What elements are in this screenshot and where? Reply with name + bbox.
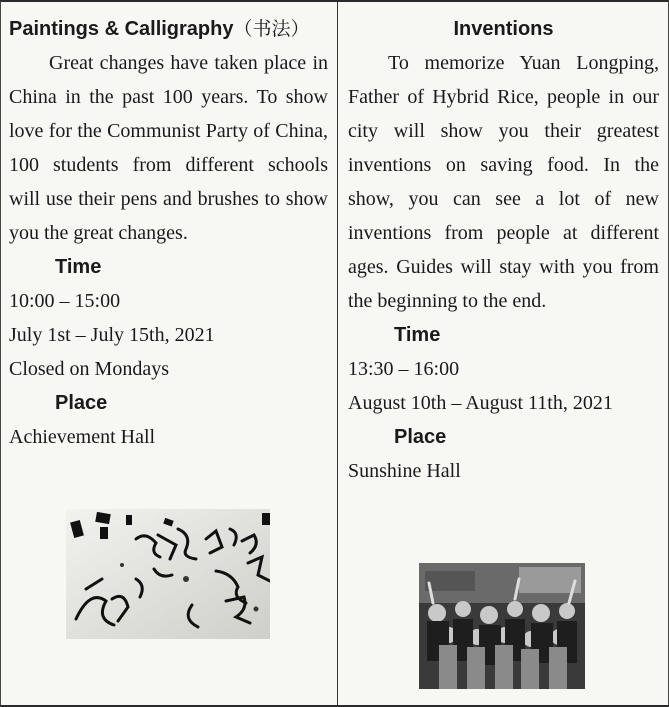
time-hours: 13:30 – 16:00 [348, 358, 460, 380]
paintings-calligraphy-title [9, 12, 328, 46]
inventions-title: Inventions [453, 18, 554, 40]
time-hours: 10:00 – 15:00 [9, 290, 121, 312]
place-label: Place [394, 426, 447, 448]
time-dates: August 10th – August 11th, 2021 [348, 392, 613, 414]
time-dates: July 1st – July 15th, 2021 [9, 324, 215, 346]
title-en: Paintings & Calligraphy [9, 18, 234, 40]
crowd-photo-icon [419, 563, 585, 689]
time-note: Closed on Mondays [9, 358, 169, 380]
calligraphy-photo-icon [66, 509, 270, 639]
inventions-description: To memorize Yuan Longping, Father of Hybrid Rice, people in our city will show you their greatest inventions on saving food. In the show, you can see a lot of new inventions from people at different ages. Guides will stay with you from the beginning to the end. [348, 52, 659, 312]
place-name: Achievement Hall [9, 426, 156, 448]
time-label: Time [394, 324, 441, 346]
place-name: Sunshine Hall [348, 460, 461, 482]
place-label: Place [55, 392, 108, 414]
title-cn: （书法） [233, 18, 310, 40]
time-label: Time [55, 256, 102, 278]
paintings-description: Great changes have taken place in China in the past 100 years. To show love for the Communist Party of China, 100 students from different schools will use their pens and brushes to show you the great changes. [9, 52, 328, 244]
